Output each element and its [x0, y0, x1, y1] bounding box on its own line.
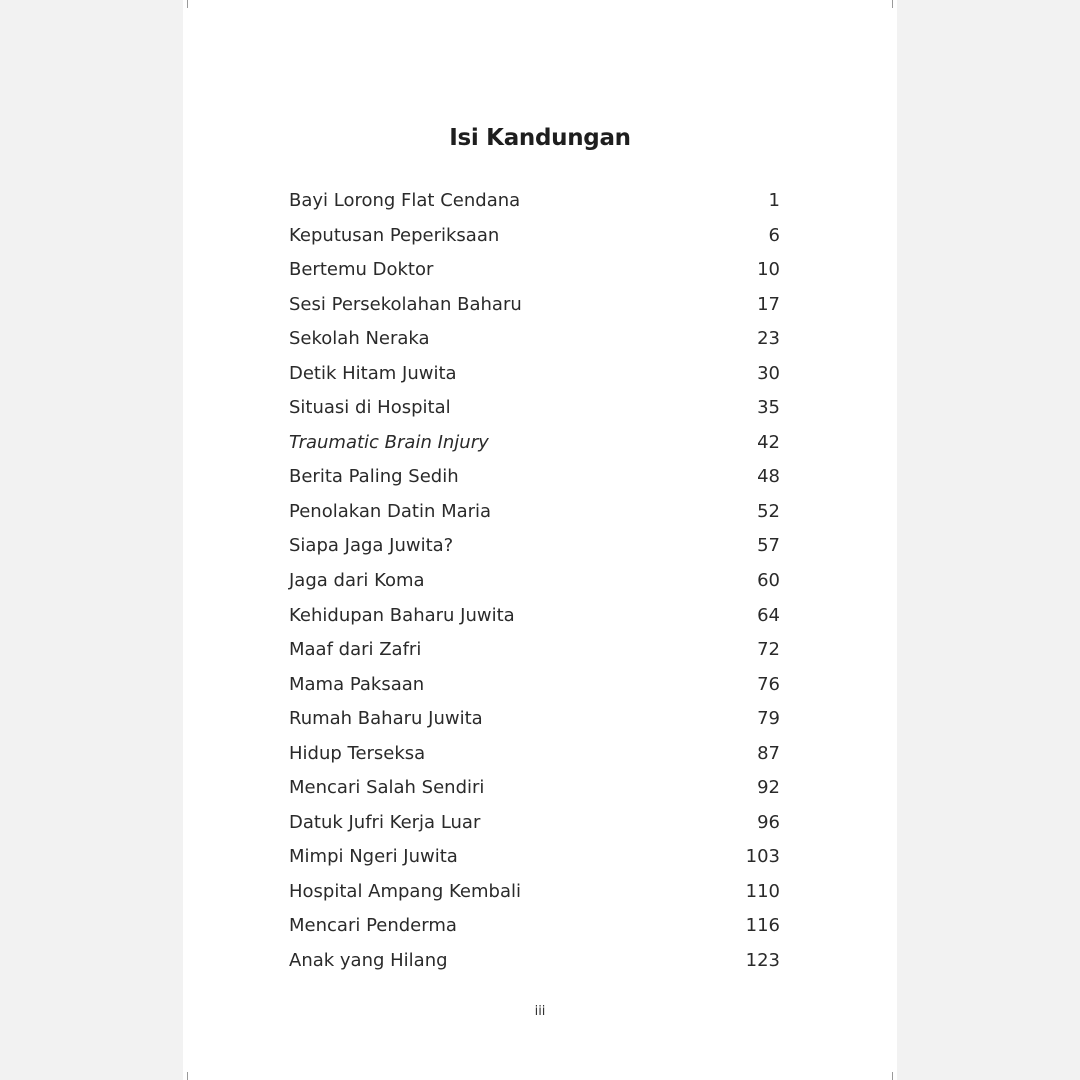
toc-entry	[289, 674, 780, 709]
toc-entry-title: Detik Hitam Juwita	[289, 362, 457, 384]
toc-entry-title: Datuk Jufri Kerja Luar	[289, 811, 481, 833]
toc-entry-title: Situasi di Hospital	[289, 397, 451, 419]
toc-entry	[289, 777, 780, 812]
toc-entry-title: Bertemu Doktor	[289, 259, 434, 281]
toc-entry-title: Hospital Ampang Kembali	[289, 880, 521, 902]
toc-entry	[289, 915, 780, 950]
document-page	[183, 0, 897, 1080]
toc-entry-page: 17	[757, 293, 780, 315]
crop-mark-top-left	[187, 0, 188, 8]
toc-entry-title: Mama Paksaan	[289, 673, 425, 695]
page-number: iii	[534, 1004, 546, 1019]
toc-entry-page: 57	[757, 535, 780, 557]
table-of-contents	[289, 190, 780, 985]
toc-entry	[289, 535, 780, 570]
toc-entry-title: Berita Paling Sedih	[289, 466, 459, 488]
toc-entry-title: Sesi Persekolahan Baharu	[289, 293, 522, 315]
toc-entry-page: 10	[757, 259, 780, 281]
toc-entry-page: 1	[768, 190, 780, 211]
toc-entry	[289, 950, 780, 985]
toc-entry-title: Mencari Penderma	[289, 915, 457, 937]
toc-entry	[289, 708, 780, 743]
toc-entry-page: 72	[757, 639, 780, 661]
toc-entry-title: Mencari Salah Sendiri	[289, 777, 485, 799]
toc-entry	[289, 190, 780, 225]
toc-entry	[289, 846, 780, 881]
toc-entry-page: 96	[757, 811, 780, 833]
toc-entry-title: Mimpi Ngeri Juwita	[289, 846, 458, 868]
toc-entry-title: Rumah Baharu Juwita	[289, 708, 483, 730]
toc-entry-title: Keputusan Peperiksaan	[289, 224, 500, 246]
toc-entry-page: 42	[757, 431, 780, 453]
toc-entry-title: Anak yang Hilang	[289, 950, 448, 972]
toc-entry-page: 123	[745, 950, 780, 972]
toc-entry-page: 35	[757, 397, 780, 419]
toc-entry	[289, 397, 780, 432]
toc-entry-page: 6	[768, 224, 780, 246]
crop-mark-bottom-right	[892, 1072, 893, 1080]
crop-mark-bottom-left	[187, 1072, 188, 1080]
toc-entry	[289, 570, 780, 605]
toc-entry-page: 76	[757, 673, 780, 695]
toc-entry	[289, 294, 780, 329]
toc-entry-title: Sekolah Neraka	[289, 328, 430, 350]
toc-entry	[289, 225, 780, 260]
toc-entry-title: Jaga dari Koma	[289, 570, 425, 592]
toc-entry-title: Traumatic Brain Injury	[289, 431, 489, 453]
toc-entry-page: 103	[745, 846, 780, 868]
toc-entry	[289, 501, 780, 536]
toc-entry-page: 79	[757, 708, 780, 730]
toc-entry-page: 110	[745, 880, 780, 902]
toc-entry-page: 64	[757, 604, 780, 626]
toc-entry-page: 52	[757, 500, 780, 522]
toc-entry	[289, 812, 780, 847]
page-title: Isi Kandungan	[449, 125, 631, 152]
toc-entry	[289, 881, 780, 916]
toc-entry	[289, 328, 780, 363]
toc-entry-page: 60	[757, 570, 780, 592]
toc-entry-page: 23	[757, 328, 780, 350]
toc-entry	[289, 639, 780, 674]
toc-entry-title: Bayi Lorong Flat Cendana	[289, 190, 521, 211]
toc-entry-title: Penolakan Datin Maria	[289, 500, 492, 522]
toc-entry-title: Hidup Terseksa	[289, 742, 426, 764]
toc-entry-page: 87	[757, 742, 780, 764]
toc-entry	[289, 363, 780, 398]
toc-entry-page: 48	[757, 466, 780, 488]
toc-entry	[289, 259, 780, 294]
toc-entry-title: Maaf dari Zafri	[289, 639, 422, 661]
crop-mark-top-right	[892, 0, 893, 8]
toc-entry	[289, 743, 780, 778]
toc-entry	[289, 466, 780, 501]
toc-entry-title: Kehidupan Baharu Juwita	[289, 604, 515, 626]
toc-entry-title: Siapa Jaga Juwita?	[289, 535, 454, 557]
toc-entry-page: 30	[757, 362, 780, 384]
toc-entry-page: 92	[757, 777, 780, 799]
toc-entry	[289, 432, 780, 467]
toc-entry	[289, 605, 780, 640]
toc-entry-page: 116	[745, 915, 780, 937]
